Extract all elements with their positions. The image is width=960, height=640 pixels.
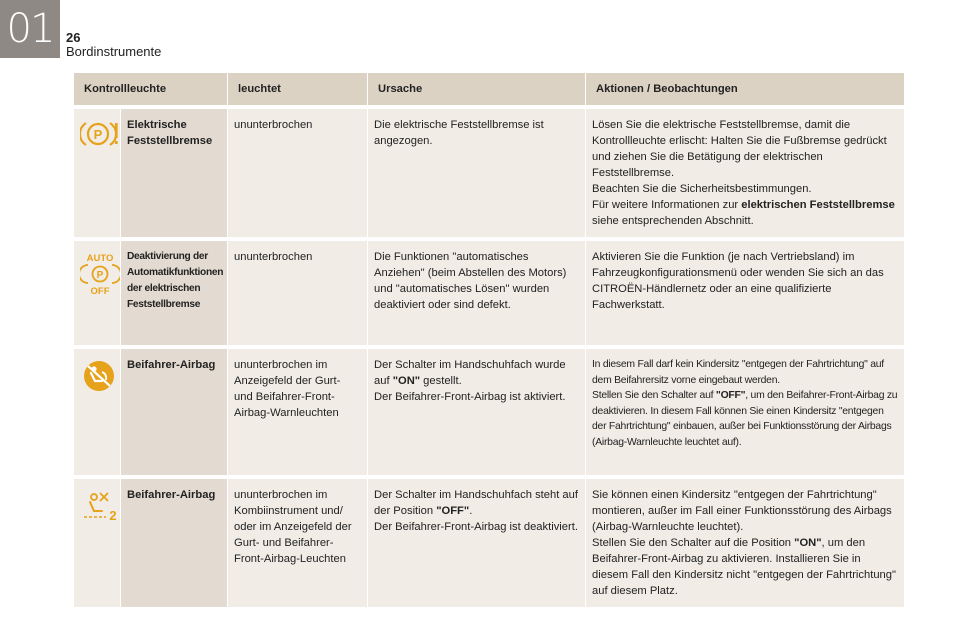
svg-text:OFF: OFF <box>90 286 110 295</box>
cause-bold-text: "ON" <box>392 375 421 387</box>
parking-brake-warning-icon <box>80 119 120 154</box>
table-header-row <box>74 73 905 105</box>
page-number: 26 <box>66 30 81 45</box>
cause-text: Der Schalter im Handschuhfach steht auf der Position <box>374 489 578 517</box>
light-state: ununterbrochen <box>228 237 368 345</box>
light-action <box>586 345 905 475</box>
action-text: siehe entsprechenden Abschnitt. <box>592 215 754 227</box>
action-bold-text: elektrischen Feststellbremse <box>741 199 895 211</box>
action-text: Lösen Sie die elektrische Feststellbremse, damit die Kontrollleuchte erlischt: Halten Sie die Fußbremse gedrückt und ziehen Sie die Betätigung der elektrischen Feststellbremse. <box>592 119 887 179</box>
svg-text:AUTO: AUTO <box>86 253 114 264</box>
svg-text:P: P <box>96 270 104 281</box>
light-cause <box>368 475 586 607</box>
light-name: Beifahrer-Airbag <box>121 345 228 475</box>
passenger-airbag-off-icon <box>80 359 118 398</box>
warning-lights-table <box>74 73 905 607</box>
svg-text:P: P <box>93 127 103 142</box>
light-action <box>586 475 905 607</box>
light-action: Aktivieren Sie die Funktion (je nach Vertriebsland) im Fahrzeugkonfigurationsmenü oder wenden Sie sich an das CITROËN-Händlernetz oder an eine qualifizierte Fachwerkstatt. <box>586 237 905 345</box>
section-title: Bordinstrumente <box>66 44 162 59</box>
action-text: Sie können einen Kindersitz "entgegen der Fahrtrichtung" montieren, außer im Fall einer Funktionsstörung des Airbags (Airbag-Warnleuchte leuchtet). <box>592 489 892 533</box>
light-name: Beifahrer-Airbag <box>121 475 228 607</box>
cause-text: gestellt. <box>420 375 462 387</box>
table-row <box>74 345 905 475</box>
light-state: ununterbrochen <box>228 105 368 237</box>
passenger-airbag-on-icon <box>80 489 120 528</box>
column-header-light: Kontrollleuchte <box>74 73 228 105</box>
icon-cell <box>74 237 121 345</box>
auto-park-off-icon <box>80 251 120 300</box>
light-name: Deaktivierung der Automatikfunktionen der elektrischen Feststellbremse <box>121 237 228 345</box>
action-text: Stellen Sie den Schalter auf <box>592 390 716 401</box>
cause-text: . <box>469 505 473 517</box>
cause-text: Der Beifahrer-Front-Airbag ist aktiviert. <box>374 391 566 403</box>
light-name: Elektrische Feststellbremse <box>121 105 228 237</box>
table-row <box>74 475 905 607</box>
action-text: Für weitere Informationen zur <box>592 199 742 211</box>
chapter-tab: 01 <box>0 0 60 58</box>
action-text: In diesem Fall darf kein Kindersitz "entgegen der Fahrtrichtung" auf dem Beifahrersitz vorne eingebaut werden. <box>592 359 884 386</box>
icon-cell <box>74 345 121 475</box>
light-state: ununterbrochen im Anzeigefeld der Gurt- und Beifahrer-Front-Airbag-Warnleuchten <box>228 345 368 475</box>
column-header-state: leuchtet <box>228 73 368 105</box>
cause-text: Der Schalter im Handschuhfach wurde auf <box>374 359 566 387</box>
table-row <box>74 237 905 345</box>
action-bold-text: "OFF" <box>715 390 746 401</box>
action-bold-text: "ON" <box>794 537 822 549</box>
light-state: ununterbrochen im Kombiinstrument und/ oder im Anzeigefeld der Gurt- und Beifahrer-Front-Airbag-Leuchten <box>228 475 368 607</box>
action-text: Stellen Sie den Schalter auf die Position <box>592 537 795 549</box>
column-header-cause: Ursache <box>368 73 586 105</box>
icon-cell <box>74 475 121 607</box>
light-cause: Die Funktionen "automatisches Anziehen" (beim Abstellen des Motors) und "automatisches Lösen" wurden deaktiviert oder sind defekt. <box>368 237 586 345</box>
cause-bold-text: "OFF" <box>436 505 470 517</box>
action-text: , um den Beifahrer-Front-Airbag zu deaktivieren. In diesem Fall können Sie einen Kindersitz "entgegen der Fahrtrichtung" einbauen, außer bei Funktionsstörung der Airbags (Airbag-Warnleuchte leuchtet auf). <box>592 390 898 448</box>
icon-cell <box>74 105 121 237</box>
light-cause: Die elektrische Feststellbremse ist angezogen. <box>368 105 586 237</box>
column-header-action: Aktionen / Beobachtungen <box>586 73 905 105</box>
cause-text: Der Beifahrer-Front-Airbag ist deaktiviert. <box>374 521 578 533</box>
light-action <box>586 105 905 237</box>
action-text: Beachten Sie die Sicherheitsbestimmungen. <box>592 183 812 195</box>
svg-text:2: 2 <box>109 508 117 523</box>
table-row <box>74 105 905 237</box>
action-text: , um den Beifahrer-Front-Airbag zu aktivieren. Installieren Sie in diesem Fall den Kindersitz nicht "entgegen der Fahrtrichtung" auf diesem Platz. <box>592 537 896 597</box>
light-cause <box>368 345 586 475</box>
